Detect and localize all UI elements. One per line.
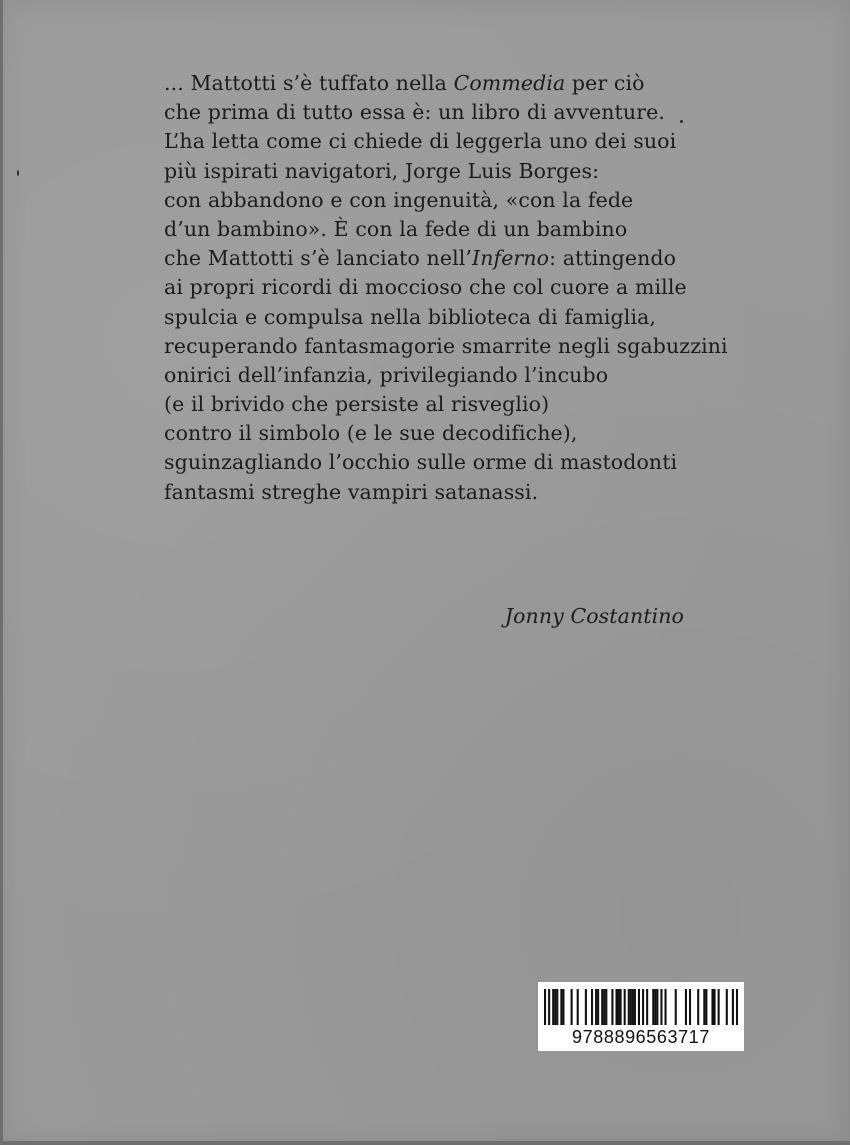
- blurb-line: contro il simbolo (e le sue decodifiche),: [164, 421, 578, 446]
- barcode-bar: [591, 989, 593, 1025]
- barcode-bar: [711, 989, 713, 1025]
- blurb-line: onirici dell’infanzia, privilegiando l’incubo: [164, 362, 609, 387]
- barcode-bar: [544, 989, 546, 1025]
- barcode-bar: [611, 989, 613, 1025]
- barcode-bar: [618, 989, 620, 1025]
- blurb-line: ai propri ricordi di moccioso che col cuore a mille: [164, 275, 687, 300]
- blurb-line: sguinzagliando l’occhio sulle orme di mastodonti: [164, 450, 678, 475]
- barcode-bar: [638, 989, 640, 1025]
- blurb-line: che prima di tutto essa è: un libro di avventure.: [164, 100, 665, 125]
- barcode-bar: [713, 989, 715, 1025]
- barcode-bar: [624, 989, 626, 1025]
- barcode-bar: [597, 989, 599, 1025]
- barcode-bar: [571, 989, 573, 1025]
- barcode-bar: [603, 989, 605, 1025]
- cover-left-edge: [0, 0, 3, 1145]
- barcode-bar: [718, 989, 720, 1025]
- blurb-line: fantasmi streghe vampiri satanassi.: [164, 479, 539, 504]
- barcode-bar: [726, 989, 728, 1025]
- barcode-bar: [642, 989, 644, 1025]
- blurb-line: più ispirati navigatori, Jorge Luis Borges:: [164, 158, 600, 183]
- barcode-bars: [544, 989, 738, 1025]
- barcode-bar: [675, 989, 677, 1025]
- blurb-line: spulcia e compulsa nella biblioteca di famiglia,: [164, 304, 657, 329]
- blurb-text: [164, 69, 728, 628]
- barcode-bar: [620, 989, 622, 1025]
- isbn-barcode: [538, 982, 744, 1051]
- barcode-bar: [634, 989, 636, 1025]
- barcode-bar: [703, 989, 705, 1025]
- barcode-bar: [697, 989, 699, 1025]
- blurb-line: che Mattotti s’è lanciato nell’Inferno: attingendo: [164, 246, 677, 271]
- barcode-bar: [577, 989, 579, 1025]
- barcode-bar: [646, 989, 648, 1025]
- barcode-bar: [628, 989, 630, 1025]
- barcode-bar: [654, 989, 656, 1025]
- barcode-bar: [601, 989, 603, 1025]
- barcode-bar: [595, 989, 597, 1025]
- blurb-author: Jonny Costantino: [504, 604, 684, 628]
- blurb-line: ... Mattotti s’è tuffato nella Commedia per ciò: [164, 71, 645, 95]
- blurb-line: L’ha letta come ci chiede di leggerla uno dei suoi: [164, 129, 677, 154]
- blurb-line: d’un bambino». È con la fede di un bambino: [164, 216, 628, 241]
- barcode-bar: [605, 989, 607, 1025]
- barcode-bar: [652, 989, 654, 1025]
- barcode-bar: [632, 989, 634, 1025]
- barcode-bar: [660, 989, 662, 1025]
- barcode-bar: [705, 989, 707, 1025]
- book-title-inferno: Inferno: [472, 246, 550, 271]
- barcode-bar: [562, 989, 564, 1025]
- barcode-bar: [556, 989, 558, 1025]
- barcode-number: 9788896563717: [572, 1027, 710, 1047]
- barcode-bar: [689, 989, 691, 1025]
- cover-bottom-edge: [0, 1141, 850, 1145]
- barcode-bar: [736, 989, 738, 1025]
- barcode-bar: [548, 989, 550, 1025]
- blurb-line: (e il brivido che persiste al risveglio): [164, 392, 550, 417]
- barcode-bar: [585, 989, 587, 1025]
- book-title-commedia: Commedia: [453, 71, 566, 95]
- blurb-line: con abbandono e con ingenuità, «con la fede: [164, 187, 634, 212]
- barcode-bar: [552, 989, 554, 1025]
- barcode-bar: [554, 989, 556, 1025]
- barcode-bar: [685, 989, 687, 1025]
- barcode-bar: [560, 989, 562, 1025]
- barcode-bar: [732, 989, 734, 1025]
- blurb-line: recuperando fantasmagorie smarrite negli sgabuzzini: [164, 333, 728, 358]
- barcode-bar: [656, 989, 658, 1025]
- barcode-bar: [630, 989, 632, 1025]
- barcode-bar: [664, 989, 666, 1025]
- barcode-bar: [615, 989, 617, 1025]
- paper-speck: [17, 170, 19, 176]
